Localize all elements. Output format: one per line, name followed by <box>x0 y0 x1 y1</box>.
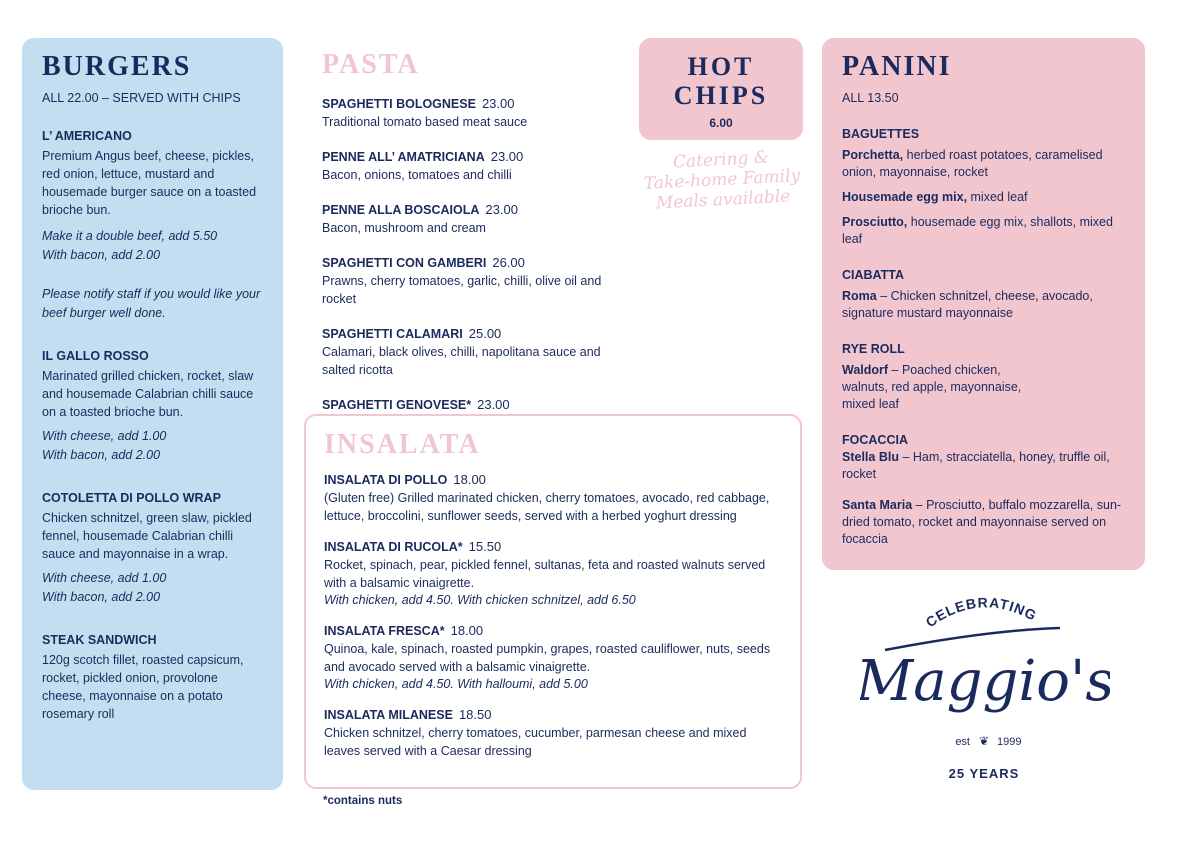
logo-25-years: 25 YEARS <box>948 766 1020 781</box>
panini-item-desc: – Poached chicken, walnuts, red apple, mayonnaise, mixed leaf <box>842 362 1022 411</box>
burger-note: With cheese, add 1.00 <box>42 428 167 443</box>
panini-title: PANINI <box>842 51 952 82</box>
insalata-name: INSALATA MILANESE <box>324 707 453 722</box>
logo-brand: Maggio's <box>860 649 1110 714</box>
pasta-name: PENNE ALL’ AMATRICIANA <box>322 149 485 164</box>
catering-line: Catering & <box>672 147 770 173</box>
insalata-desc: Chicken schnitzel, cherry tomatoes, cucumber, parmesan cheese and mixed leaves served with a Caesar dressing <box>324 725 747 758</box>
pasta-desc: Bacon, mushroom and cream <box>322 220 486 235</box>
pasta-name: PENNE ALLA BOSCAIOLA <box>322 202 480 217</box>
burgers-subtitle: ALL 22.00 – SERVED WITH CHIPS <box>42 90 241 105</box>
pasta-name: SPAGHETTI GENOVESE* <box>322 397 472 412</box>
pasta-item <box>322 148 632 184</box>
burger-note: Make it a double beef, add 5.50 <box>42 228 218 243</box>
panini-category: FOCACCIA <box>842 432 908 447</box>
burger-note: With bacon, add 2.00 <box>42 247 161 262</box>
catering-note <box>631 145 814 214</box>
panini-item-desc: – Prosciutto, buffalo mozzarella, sun-dried tomato, rocket and mayonnaise served on focaccia <box>842 497 1122 546</box>
pasta-name: SPAGHETTI CON GAMBERI <box>322 255 487 270</box>
burger-item <box>42 491 263 607</box>
panini-panel <box>822 38 1145 570</box>
burger-item <box>42 633 263 723</box>
burger-note: With cheese, add 1.00 <box>42 570 167 585</box>
insalata-price: 18.00 <box>450 622 484 638</box>
pasta-price: 23.00 <box>477 396 510 412</box>
maggios-logo <box>860 590 1110 790</box>
burger-note: With bacon, add 2.00 <box>42 447 161 462</box>
panini-item-desc: housemade egg mix, shallots, mixed leaf <box>842 214 1113 246</box>
hot-chips-line1: HOT <box>687 52 755 81</box>
panini-item-name: Waldorf <box>842 362 889 377</box>
burger-item <box>42 129 263 323</box>
grape-icon: ❦ <box>978 734 990 748</box>
insalata-name: INSALATA DI POLLO <box>324 472 448 487</box>
panini-item-desc: – Chicken schnitzel, cheese, avocado, signature mustard mayonnaise <box>842 288 1093 320</box>
pasta-price: 25.00 <box>468 325 502 341</box>
burger-name: IL GALLO ROSSO <box>42 348 149 363</box>
logo-est: est <box>955 736 970 748</box>
pasta-desc: Prawns, cherry tomatoes, garlic, chilli, olive oil and rocket <box>322 273 602 306</box>
pasta-item <box>322 201 632 237</box>
burger-note: With bacon, add 2.00 <box>42 589 161 604</box>
panini-group <box>842 127 1125 248</box>
burger-name: L’ AMERICANO <box>42 128 132 143</box>
burgers-panel <box>22 38 283 790</box>
pasta-title: PASTA <box>322 49 420 80</box>
panini-item-name: Porchetta, <box>842 147 904 162</box>
insalata-price: 18.50 <box>458 706 492 722</box>
panini-group <box>842 342 1125 413</box>
burger-name: COTOLETTA DI POLLO WRAP <box>42 490 221 505</box>
insalata-panel <box>304 414 802 789</box>
panini-category: BAGUETTES <box>842 126 920 141</box>
logo-swash <box>885 628 1060 650</box>
insalata-name: INSALATA DI RUCOLA* <box>324 539 463 554</box>
panini-item <box>842 288 1125 322</box>
burgers-title: BURGERS <box>42 51 192 82</box>
pasta-price: 23.00 <box>481 95 515 111</box>
panini-item-name: Housemade egg mix, <box>842 189 968 204</box>
panini-item <box>842 449 1125 483</box>
logo-graphic <box>860 590 1110 790</box>
pasta-desc: Calamari, black olives, chilli, napolitana sauce and salted ricotta <box>322 344 601 377</box>
insalata-item <box>324 622 782 693</box>
insalata-note: With chicken, add 4.50. With chicken schnitzel, add 6.50 <box>324 592 636 607</box>
logo-celebrating: CELEBRATING <box>922 594 1040 631</box>
pasta-price: 23.00 <box>485 201 518 217</box>
panini-item <box>842 497 1125 548</box>
burger-name: STEAK SANDWICH <box>42 632 157 647</box>
panini-item-name: Stella Blu <box>842 449 899 464</box>
hot-chips-box <box>639 38 803 140</box>
burger-desc: Chicken schnitzel, green slaw, pickled fennel, housemade Calabrian chilli sauce and mayonnaise in a wrap. <box>42 510 252 561</box>
burger-desc: Marinated grilled chicken, rocket, slaw and housemade Calabrian chilli sauce on a toasted brioche bun. <box>42 368 254 419</box>
panini-subtitle: ALL 13.50 <box>842 90 899 105</box>
panini-item-desc: herbed roast potatoes, caramelised onion, mayonnaise, rocket <box>842 147 1103 179</box>
panini-item <box>842 189 1125 206</box>
pasta-price: 23.00 <box>490 148 524 164</box>
panini-item-name: Santa Maria <box>842 497 913 512</box>
panini-category: RYE ROLL <box>842 341 905 356</box>
pasta-price: 26.00 <box>492 254 525 270</box>
pasta-item <box>322 95 632 131</box>
panini-item-desc: mixed leaf <box>967 189 1028 204</box>
pasta-desc: Bacon, onions, tomatoes and chilli <box>322 167 512 182</box>
insalata-name: INSALATA FRESCA* <box>324 623 445 638</box>
pasta-desc: Traditional tomato based meat sauce <box>322 114 528 129</box>
panini-category: CIABATTA <box>842 267 905 282</box>
pasta-item <box>322 325 632 379</box>
insalata-price: 15.50 <box>468 538 502 554</box>
panini-item <box>842 214 1125 248</box>
insalata-price: 18.00 <box>453 471 486 487</box>
panini-group <box>842 268 1125 322</box>
insalata-desc: (Gluten free) Grilled marinated chicken, cherry tomatoes, avocado, red cabbage, lettuce, broccolini, sunflower seeds, served with a herbed yoghurt dressing <box>324 490 770 523</box>
footnote-nuts: *contains nuts <box>323 795 403 807</box>
panini-group <box>842 433 1125 548</box>
panini-item-name: Prosciutto, <box>842 214 908 229</box>
pasta-name: SPAGHETTI BOLOGNESE <box>322 96 476 111</box>
catering-line: Meals available <box>655 186 791 214</box>
burger-note: Please notify staff if you would like your beef burger well done. <box>42 286 261 320</box>
hot-chips-price: 6.00 <box>709 116 733 130</box>
panini-item <box>842 147 1125 181</box>
pasta-name: SPAGHETTI CALAMARI <box>322 326 463 341</box>
hot-chips-line2: CHIPS <box>673 81 769 110</box>
panini-item <box>842 362 1125 413</box>
pasta-section <box>322 50 632 449</box>
insalata-desc: Rocket, spinach, pear, pickled fennel, sultanas, feta and roasted walnuts served with a balsamic vinaigrette. <box>324 557 766 590</box>
panini-item-desc: – Ham, stracciatella, honey, truffle oil, rocket <box>842 449 1110 481</box>
catering-line: Take-home Family <box>643 165 801 195</box>
insalata-item <box>324 538 782 609</box>
burger-desc: Premium Angus beef, cheese, pickles, red onion, lettuce, mustard and housemade burger sauce on a toasted brioche bun. <box>42 148 257 217</box>
insalata-item <box>324 471 782 525</box>
insalata-item <box>324 706 782 760</box>
panini-item-name: Roma <box>842 288 877 303</box>
insalata-note: With chicken, add 4.50. With halloumi, add 5.00 <box>324 676 588 691</box>
burger-item <box>42 349 263 465</box>
insalata-desc: Quinoa, kale, spinach, roasted pumpkin, grapes, roasted cauliflower, nuts, seeds and avocado served with a balsamic vinaigrette. <box>324 641 771 674</box>
pasta-item <box>322 254 632 308</box>
logo-year: 1999 <box>997 736 1022 748</box>
burger-desc: 120g scotch fillet, roasted capsicum, rocket, pickled onion, provolone cheese, mayonnaise on a potato rosemary roll <box>42 652 244 721</box>
insalata-title: INSALATA <box>324 429 481 460</box>
